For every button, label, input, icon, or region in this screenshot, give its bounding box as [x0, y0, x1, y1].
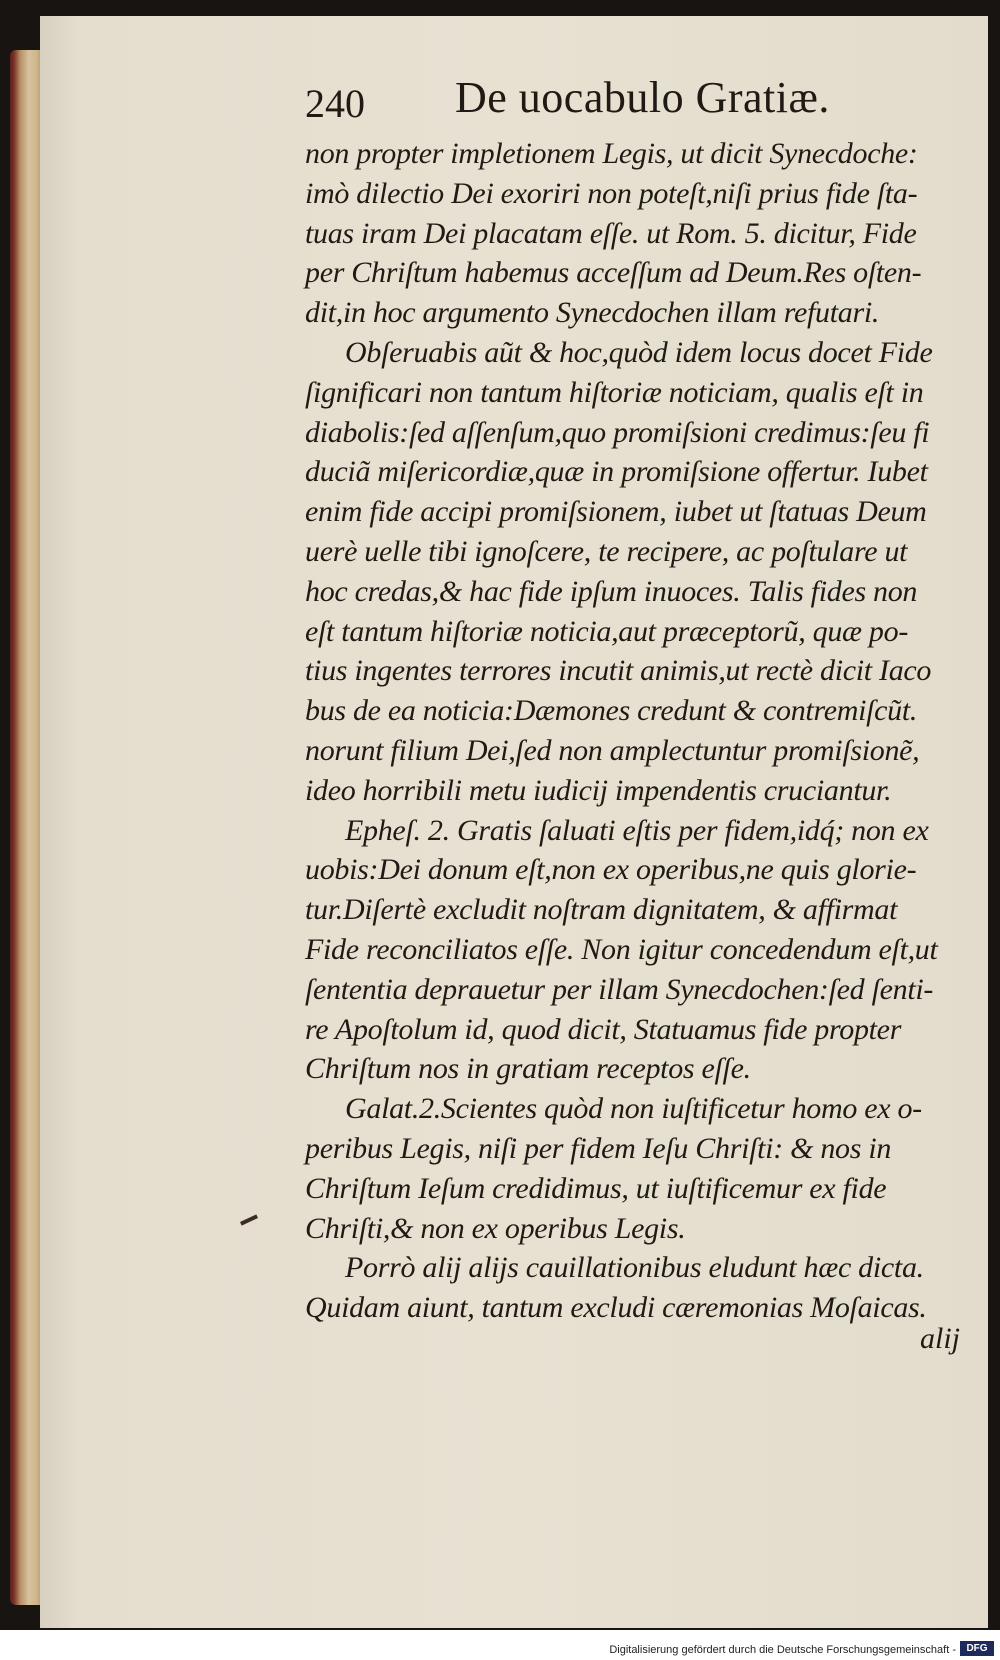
text-line: Quidam aiunt, tantum excludi cæremonias Moſaicas.: [305, 1291, 927, 1325]
text-line: duciã miſericordiæ,quæ in promiſsione offertur. Iubet: [305, 455, 928, 489]
body-text: [255, 134, 975, 1328]
text-line: non propter impletionem Legis, ut dicit Synecdoche:: [305, 137, 918, 170]
text-line: Chriſtum nos in gratiam receptos eſſe.: [305, 1052, 751, 1086]
text-line: uerè uelle tibi ignoſcere, te recipere, ac poſtulare ut: [305, 534, 908, 568]
text-line: Fide reconciliatos eſſe. Non igitur concedendum eſt,ut: [305, 932, 938, 966]
text-line: Chriſtum Ieſum credidimus, ut iuſtificemur ex fide: [305, 1171, 887, 1205]
catchword: alij: [920, 1322, 961, 1355]
text-line: Galat.2.Scientes quòd non iuſtificetur homo ex o-: [345, 1092, 922, 1126]
text-line: diabolis:ſed aſſenſum,quo promiſsioni credimus:ſeu fi: [305, 415, 930, 449]
dfg-logo: DFG: [960, 1641, 994, 1656]
text-line: imò dilectio Dei exoriri non poteſt,niſi prius fide ſta-: [305, 176, 918, 210]
text-line: tur.Diſertè excludit noſtram dignitatem, & affirmat: [305, 893, 898, 927]
text-line: Porrò alij alijs cauillationibus eludunt hæc dicta.: [345, 1251, 924, 1285]
text-line: Chriſti,& non ex operibus Legis.: [305, 1211, 686, 1245]
page-edges: [10, 50, 44, 1605]
text-line: norunt filium Dei,ſed non amplectuntur promiſsionẽ,: [305, 733, 920, 767]
text-line: tius ingentes terrores incutit animis,ut rectè dicit Iaco: [305, 654, 932, 688]
text-line: uobis:Dei donum eſt,non ex operibus,ne quis glorie-: [305, 853, 917, 887]
text-line: enim fide accipi promiſsionem, iubet ut ſtatuas Deum: [305, 495, 927, 529]
running-title: De uocabulo Gratiæ.: [455, 73, 830, 122]
text-line: ideo horribili metu iudicij impendentis cruciantur.: [305, 773, 892, 807]
text-line: Epheſ. 2. Gratis ſaluati eſtis per fidem,idq́; non ex: [345, 813, 929, 847]
text-line: Obſeruabis aũt & hoc,quòd idem locus docet Fide: [345, 335, 933, 369]
running-head: [255, 72, 975, 134]
text-line: ſignificari non tantum hiſtoriæ noticiam, qualis eſt in: [305, 375, 924, 409]
text-line: eſt tantum hiſtoriæ noticia,aut præceptorũ, quæ po-: [305, 614, 909, 648]
text-line: bus de ea noticia:Dæmones credunt & contremiſcũt.: [305, 694, 918, 728]
text-line: ſententia deprauetur per illam Synecdochen:ſed ſenti-: [305, 972, 934, 1006]
footer-credit: Digitalisierung gefördert durch die Deutsche Forschungsgemeinschaft -: [609, 1644, 956, 1656]
text-line: tuas iram Dei placatam eſſe. ut Rom. 5. dicitur, Fide: [305, 216, 917, 250]
text-line: re Apoſtolum id, quod dicit, Statuamus fide propter: [305, 1012, 902, 1046]
text-line: per Chriſtum habemus acceſſum ad Deum.Res oſten-: [305, 256, 922, 290]
text-block: [255, 72, 975, 1328]
text-line: dit,in hoc argumento Synecdochen illam refutari.: [305, 296, 880, 330]
text-line: hoc credas,& hac fide ipſum inuoces. Talis fides non: [305, 574, 918, 608]
text-line: peribus Legis, niſi per fidem Ieſu Chriſti: & nos in: [305, 1131, 892, 1165]
page-number: 240: [305, 81, 365, 126]
